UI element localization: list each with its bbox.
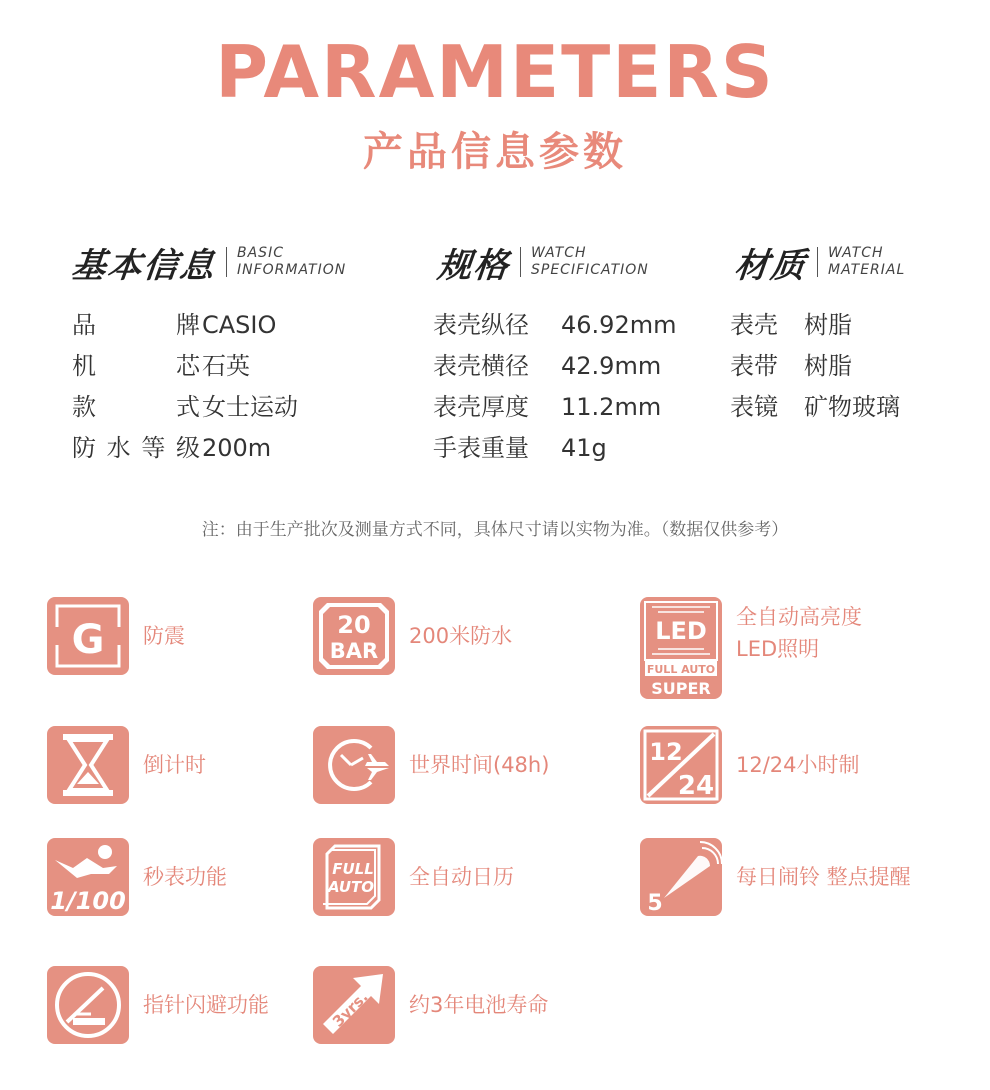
spec-key: 表壳 [730, 311, 778, 339]
spec-table [433, 305, 676, 469]
heading-en-line1: WATCH [531, 245, 587, 261]
spec-row [433, 428, 676, 469]
spec-row [730, 387, 900, 428]
feature-label: 秒表功能 [143, 865, 227, 889]
icon-text: AUTO [327, 878, 375, 896]
page-subtitle: 产品信息参数 [363, 129, 627, 175]
feature-label: 12/24小时制 [736, 753, 860, 777]
spec-key: 表壳横径 [433, 352, 529, 380]
icon-text: 20 [337, 611, 371, 639]
heading-en-line2: SPECIFICATION [531, 262, 649, 278]
spec-key: 表镜 [730, 393, 778, 421]
icon-text: SUPER [651, 679, 711, 698]
feature-label [736, 601, 862, 665]
icon-text: FULL AUTO [646, 663, 716, 676]
spec-value: 200m [202, 434, 272, 462]
heading-divider [226, 247, 227, 277]
icon-text: 1/100 [50, 887, 126, 915]
spec-key: 款 式 [72, 393, 200, 421]
spec-row [730, 346, 900, 387]
feature-item [640, 597, 862, 699]
feature-label: 防震 [143, 624, 185, 648]
spec-row [433, 346, 676, 387]
spec-row [72, 346, 298, 387]
feature-label: 每日闹铃 整点提醒 [736, 865, 911, 889]
page-title: PARAMETERS [215, 30, 775, 114]
feature-item [47, 966, 269, 1044]
water-resist-icon [313, 597, 395, 675]
g-shock-icon [47, 597, 129, 675]
basic-info-heading-en [237, 245, 346, 279]
spec-value: CASIO [202, 311, 277, 339]
icon-text: LED [655, 617, 707, 645]
spec-value: 41g [561, 434, 607, 462]
feature-label: 指针闪避功能 [143, 993, 269, 1017]
battery-life-icon [313, 966, 395, 1044]
spec-value: 11.2mm [561, 393, 662, 421]
feature-label: 约3年电池寿命 [409, 993, 549, 1017]
spec-row [730, 305, 900, 346]
feature-item [47, 838, 227, 916]
heading-en-line1: WATCH [828, 245, 884, 261]
feature-label-line2: LED照明 [736, 637, 820, 661]
12-24-hour-icon [640, 726, 722, 804]
heading-divider [817, 247, 818, 277]
icon-text: 5 [647, 891, 663, 916]
basic-info-heading [69, 240, 347, 286]
feature-item [640, 726, 860, 804]
spec-row [72, 387, 298, 428]
feature-label: 全自动日历 [409, 865, 514, 889]
spec-heading-cn: 规格 [435, 245, 512, 286]
feature-item [640, 838, 911, 916]
spec-value: 树脂 [804, 311, 852, 339]
spec-row [72, 428, 298, 469]
basic-info-heading-cn: 基本信息 [69, 245, 218, 286]
heading-en-line2: INFORMATION [237, 262, 347, 278]
spec-key: 表壳厚度 [433, 393, 529, 421]
stopwatch-swimmer-icon [47, 838, 129, 916]
spec-heading-en [531, 245, 649, 279]
spec-key: 品 牌 [72, 311, 200, 339]
spec-heading [435, 240, 649, 286]
material-heading-en [828, 245, 905, 279]
spec-key: 表带 [730, 352, 778, 380]
heading-divider [520, 247, 521, 277]
feature-item [313, 726, 549, 804]
spec-key: 防水等级 [72, 434, 200, 462]
feature-item [47, 597, 185, 675]
spec-key: 表壳纵径 [433, 311, 529, 339]
feature-label: 倒计时 [143, 753, 206, 777]
led-light-icon [640, 597, 722, 699]
auto-calendar-icon [313, 838, 395, 916]
hourglass-icon [47, 726, 129, 804]
feature-label-line1: 全自动高亮度 [736, 605, 862, 629]
feature-label: 世界时间(48h) [409, 753, 550, 777]
icon-text: BAR [329, 639, 379, 663]
spec-value: 树脂 [804, 352, 852, 380]
feature-item [313, 838, 514, 916]
spec-key: 机 芯 [72, 352, 200, 380]
icon-text: 24 [677, 771, 715, 801]
alarm-icon [640, 838, 722, 916]
spec-value: 42.9mm [561, 352, 662, 380]
spec-row [433, 305, 676, 346]
feature-item [313, 597, 512, 675]
heading-en-line2: MATERIAL [828, 262, 906, 278]
heading-en-line1: BASIC [237, 245, 284, 261]
feature-item [313, 966, 548, 1044]
material-heading-cn: 材质 [732, 245, 809, 286]
spec-value: 石英 [202, 352, 250, 380]
basic-info-table [72, 305, 298, 469]
icon-text: 3yrs. [328, 987, 372, 1031]
spec-row [433, 387, 676, 428]
icon-text: G [71, 617, 105, 663]
material-heading [732, 240, 906, 286]
world-time-icon [313, 726, 395, 804]
disclaimer-note: 注：由于生产批次及测量方式不同，具体尺寸请以实物为准。（数据仅供参考） [201, 520, 789, 540]
spec-value: 46.92mm [561, 311, 677, 339]
spec-value: 女士运动 [202, 393, 298, 421]
spec-row [72, 305, 298, 346]
icon-text: 12 [649, 738, 683, 766]
feature-item [47, 726, 206, 804]
hand-shift-icon [47, 966, 129, 1044]
material-table [730, 305, 900, 428]
feature-label: 200米防水 [409, 624, 513, 648]
spec-key: 手表重量 [433, 434, 529, 462]
spec-value: 矿物玻璃 [804, 393, 900, 421]
icon-text: FULL [332, 860, 374, 878]
